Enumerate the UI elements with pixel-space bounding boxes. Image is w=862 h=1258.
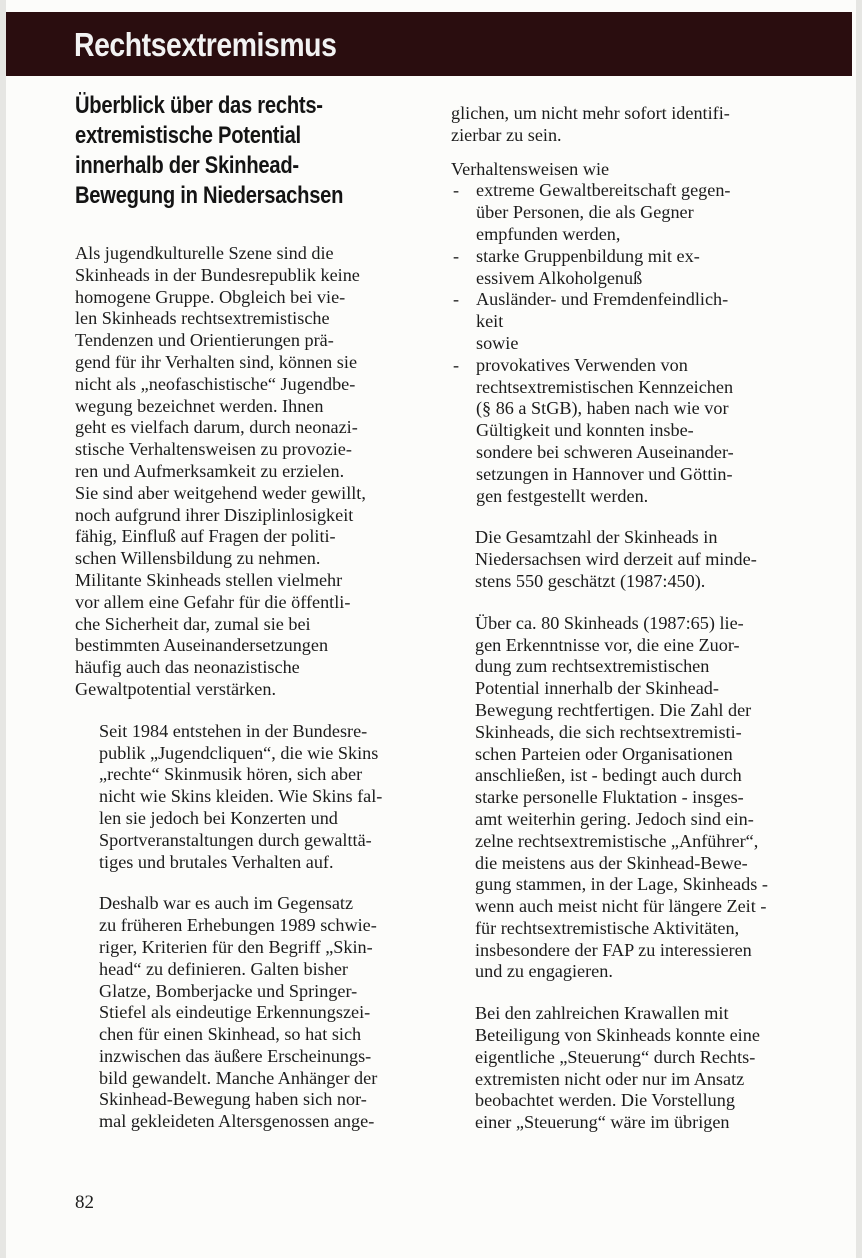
text-line: dung zum rechtsextremistischen [475,656,710,677]
text-line: setzungen in Hannover und Göttin- [476,463,733,484]
text-line: Als jugendkulturelle Szene sind die [75,243,334,263]
text-line: einer „Steuerung“ wäre im übrigen [475,1112,730,1133]
text-line: - provokatives Verwenden von [476,354,688,375]
text-line: Die Gesamtzahl der Skinheads in [475,527,718,548]
article-heading [75,91,405,211]
text-line: Gültigkeit und konnten insbe- [476,420,694,441]
paragraph [75,721,414,874]
text-line: - extreme Gewaltbereitschaft gegen- [476,180,731,201]
text-line: schen Parteien oder Organisationen [475,743,733,764]
text-line: „rechte“ Skinmusik hören, sich aber [99,764,363,785]
text-line: Skinhead-Bewegung haben sich nor- [99,1089,367,1110]
text-line: Militante Skinheads stellen vielmehr [75,569,343,590]
text-line: sondere bei schweren Auseinander- [476,441,734,462]
text-line: Bewegung rechtfertigen. Die Zahl der [475,699,752,720]
paragraph [451,103,789,147]
text-line: ren und Aufmerksamkeit zu erzielen. [75,460,345,481]
list-item [451,246,789,290]
list-intro: Verhaltensweisen wie [451,158,610,179]
paragraph [451,527,789,592]
text-line: mal gekleideten Altersgenossen ange- [99,1111,375,1132]
text-line: inzwischen das äußere Erscheinungs- [99,1045,372,1066]
text-line: wegung bezeichnet werden. Ihnen [75,395,324,416]
text-line: Glatze, Bomberjacke und Springer- [99,980,358,1001]
list-item [451,180,789,245]
heading-line: extremistische Potential [75,122,301,149]
text-line: Deshalb war es auch im Gegensatz [99,893,354,914]
page-number: 82 [75,1192,94,1213]
right-column [451,103,789,1134]
text-line: anschließen, ist - bedingt auch durch [475,765,742,786]
text-line: starke personelle Fluktation - insges- [475,787,744,808]
text-line: amt weiterhin gering. Jedoch sind ein- [475,808,754,829]
page-edge-right [856,0,862,1258]
text-line: gend für ihr Verhalten sind, können sie [75,351,358,372]
text-line: Skinheads in der Bundesrepublik keine [75,264,360,285]
text-line: keit [476,311,504,332]
text-line: riger, Kriterien für den Begriff „Skin- [99,936,373,957]
text-line: stens 550 geschätzt (1987:450). [475,570,706,591]
text-line: und zu engagieren. [475,961,613,982]
text-line: Stiefel als eindeutige Erkennungszei- [99,1002,371,1023]
text-line: beobachtet werden. Die Vorstellung [475,1090,735,1111]
text-line: schen Willensbildung zu nehmen. [75,548,321,569]
text-line: chen für einen Skinhead, so hat sich [99,1024,362,1045]
text-line: homogene Gruppe. Obgleich bei vie- [75,286,346,307]
text-line: zelne rechtsextremistische „Anführer“, [475,830,759,851]
left-column [75,243,414,1133]
text-line: bestimmten Auseinandersetzungen [75,635,329,656]
text-line: häufig auch das neonazistische [75,657,300,678]
text-line: Skinheads, die sich rechtsextremisti- [475,721,742,742]
text-line: essivem Alkoholgenuß [476,267,643,288]
text-line: - Ausländer- und Fremdenfeindlich- [476,289,729,310]
paragraph [451,1003,789,1134]
text-line: die meistens aus der Skinhead-Bewe- [475,852,748,873]
heading-line: innerhalb der Skinhead- [75,152,299,179]
text-line: noch aufgrund ihrer Disziplinlosigkeit [75,504,354,525]
text-line: tiges und brutales Verhalten auf. [99,851,334,872]
text-line: Bei den zahlreichen Krawallen mit [475,1003,729,1024]
text-line: nicht wie Skins kleiden. Wie Skins fal- [99,786,383,807]
text-line: - starke Gruppenbildung mit ex- [476,245,700,266]
text-line: Seit 1984 entstehen in der Bundesre- [99,720,368,741]
text-line: geht es vielfach darum, durch neonazi- [75,417,358,438]
text-line: extremisten nicht oder nur im Ansatz [475,1068,745,1089]
text-line: gen festgestellt werden. [476,485,649,506]
section-banner [6,12,852,76]
text-line: glichen, um nicht mehr sofort identifi- [451,103,730,123]
section-title: Rechtsextremismus [74,26,337,63]
text-line: rechtsextremistischen Kennzeichen [476,376,734,397]
text-line: Niedersachsen wird derzeit auf minde- [475,549,757,570]
heading-line: Überblick über das rechts- [75,92,323,119]
text-line: Sie sind aber weitgehend weder gewillt, [75,482,366,503]
text-line: eigentliche „Steuerung“ durch Rechts- [475,1046,756,1067]
text-line: stische Verhaltensweisen zu provozie- [75,439,352,460]
text-line: fähig, Einfluß auf Fragen der politi- [75,526,336,547]
text-line: publik „Jugendcliquen“, die wie Skins [99,742,379,763]
paragraph [75,893,414,1133]
heading-line: Bewegung in Niedersachsen [75,182,344,209]
text-line: gen Erkenntnisse vor, die eine Zuor- [475,634,740,655]
text-line: (§ 86 a StGB), haben nach wie vor [476,398,729,419]
text-line: empfunden werden, [476,223,621,244]
text-line: zierbar zu sein. [451,124,562,145]
text-line: head“ zu definieren. Galten bisher [99,958,348,979]
text-line: vor allem eine Gefahr für die öffentli- [75,591,351,612]
text-line: Sportveranstaltungen durch gewalttä- [99,829,372,850]
text-line: für rechtsextremistische Aktivitäten, [475,917,740,938]
text-line: wenn auch meist nicht für längere Zeit - [475,896,767,917]
text-line: Potential innerhalb der Skinhead- [475,678,719,699]
text-line: über Personen, die als Gegner [476,202,694,223]
text-line: Tendenzen und Orientierungen prä- [75,330,334,351]
list-item [451,289,789,333]
text-line: Beteiligung von Skinheads konnte eine [475,1025,760,1046]
text-line: zu früheren Erhebungen 1989 schwie- [99,915,377,936]
text-line: insbesondere der FAP zu interessieren [475,939,752,960]
paragraph [451,613,789,984]
list-item [451,355,789,508]
page-edge-left [0,0,6,1258]
text-line: Über ca. 80 Skinheads (1987:65) lie- [475,612,744,633]
paragraph [75,243,414,701]
text-line: len sie jedoch bei Konzerten und [99,807,338,828]
text-line: len Skinheads rechtsextremistische [75,308,330,329]
text-line: nicht als „neofaschistische“ Jugendbe- [75,373,356,394]
text-line: gung stammen, in der Lage, Skinheads - [475,874,768,895]
text-line: Gewaltpotential verstärken. [75,678,276,699]
text-line: bild gewandelt. Manche Anhänger der [99,1067,378,1088]
list-connector: sowie [476,332,519,353]
text-line: che Sicherheit dar, zumal sie bei [75,613,311,634]
